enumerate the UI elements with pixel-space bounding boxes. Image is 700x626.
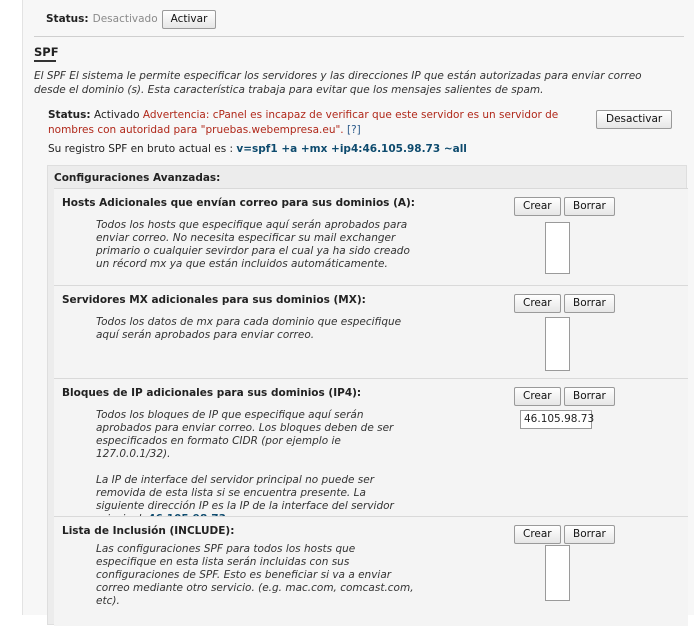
section-include [54, 516, 688, 626]
raw-record-label: Su registro SPF en bruto actual es : [48, 143, 234, 155]
section-title: Servidores MX adicionales para sus dominios (MX): [62, 294, 366, 306]
spf-title: SPF [34, 45, 59, 62]
create-button[interactable]: Crear [514, 294, 561, 313]
section-description: Todos los datos de mx para cada dominio que especifique aquí serán aprobados para enviar correo. [96, 316, 402, 341]
deactivate-button[interactable]: Desactivar [596, 110, 672, 129]
delete-button[interactable]: Borrar [564, 197, 615, 216]
spf-status-value: Activado [93, 109, 140, 121]
section-title: Hosts Adicionales que envían correo para sus dominios (A): [62, 197, 415, 209]
delete-button[interactable]: Borrar [564, 525, 615, 544]
raw-record-value: v=spf1 +a +mx +ip4:46.105.98.73 ~all [236, 143, 467, 155]
status-value: Desactivado [92, 13, 158, 25]
section-ip4 [54, 378, 688, 516]
activate-button[interactable]: Activar [162, 10, 217, 29]
ip4-desc-1: Todos los bloques de IP que especifique aquí serán aprobados para enviar correo. Los bloques deben de ser especificados en formato CIDR (por ejemplo ie 127.0.0.1/32). [96, 409, 394, 460]
help-link[interactable]: [?] [346, 124, 361, 136]
spf-warning: Advertencia: cPanel es incapaz de verificar que este servidor es un servidor de nombres con autoridad para "pruebas.webempresa.eu". [48, 109, 559, 136]
section-mx [54, 285, 688, 378]
spf-status-label: Status: [48, 109, 91, 121]
section-hosts-a [54, 188, 688, 285]
include-list[interactable] [545, 545, 570, 601]
status-label: Status: [46, 13, 89, 25]
divider [34, 36, 684, 37]
create-button[interactable]: Crear [514, 525, 561, 544]
domainkeys-status-row [46, 9, 216, 29]
mx-list[interactable] [545, 317, 570, 371]
advanced-settings-title: Configuraciones Avanzadas: [54, 172, 221, 184]
spf-description: El SPF El sistema le permite especificar los servidores y las direcciones IP que están autorizadas para enviar correo desde el dominio (s). Esta característica trabaja para evitar que los mensajes salientes de spam. [34, 70, 642, 96]
section-description: Las configuraciones SPF para todos los hosts que especifique en esta lista serán incluidas con sus configuraciones de SPF. Esto es beneficiar si va a enviar correo mediante otro servicio. (e.g. mac.com, comcast.com, etc). [96, 543, 414, 607]
delete-button[interactable]: Borrar [564, 387, 615, 406]
spf-status-line [48, 108, 598, 138]
section-description: Todos los hosts que especifique aquí serán aprobados para enviar correo. No necesita especificar su mail exchanger primario o cualquier sevirdor para el cual ya ha sido creado un récord mx ya que están incluidos automáticamente. [96, 219, 410, 270]
section-title: Bloques de IP adicionales para sus dominios (IP4): [62, 387, 362, 399]
ip4-desc-2-text: La IP de interface del servidor principal no puede ser removida de esta lista si se encuentra presente. La siguiente dirección IP es la IP de la interface del servidor [96, 474, 394, 512]
ip4-list[interactable]: 46.105.98.73 [520, 410, 592, 429]
section-title: Lista de Inclusión (INCLUDE): [62, 525, 235, 537]
hosts-list[interactable] [545, 222, 570, 274]
raw-record-line [48, 143, 467, 155]
create-button[interactable]: Crear [514, 387, 561, 406]
create-button[interactable]: Crear [514, 197, 561, 216]
advanced-settings-panel [47, 165, 687, 625]
delete-button[interactable]: Borrar [564, 294, 615, 313]
